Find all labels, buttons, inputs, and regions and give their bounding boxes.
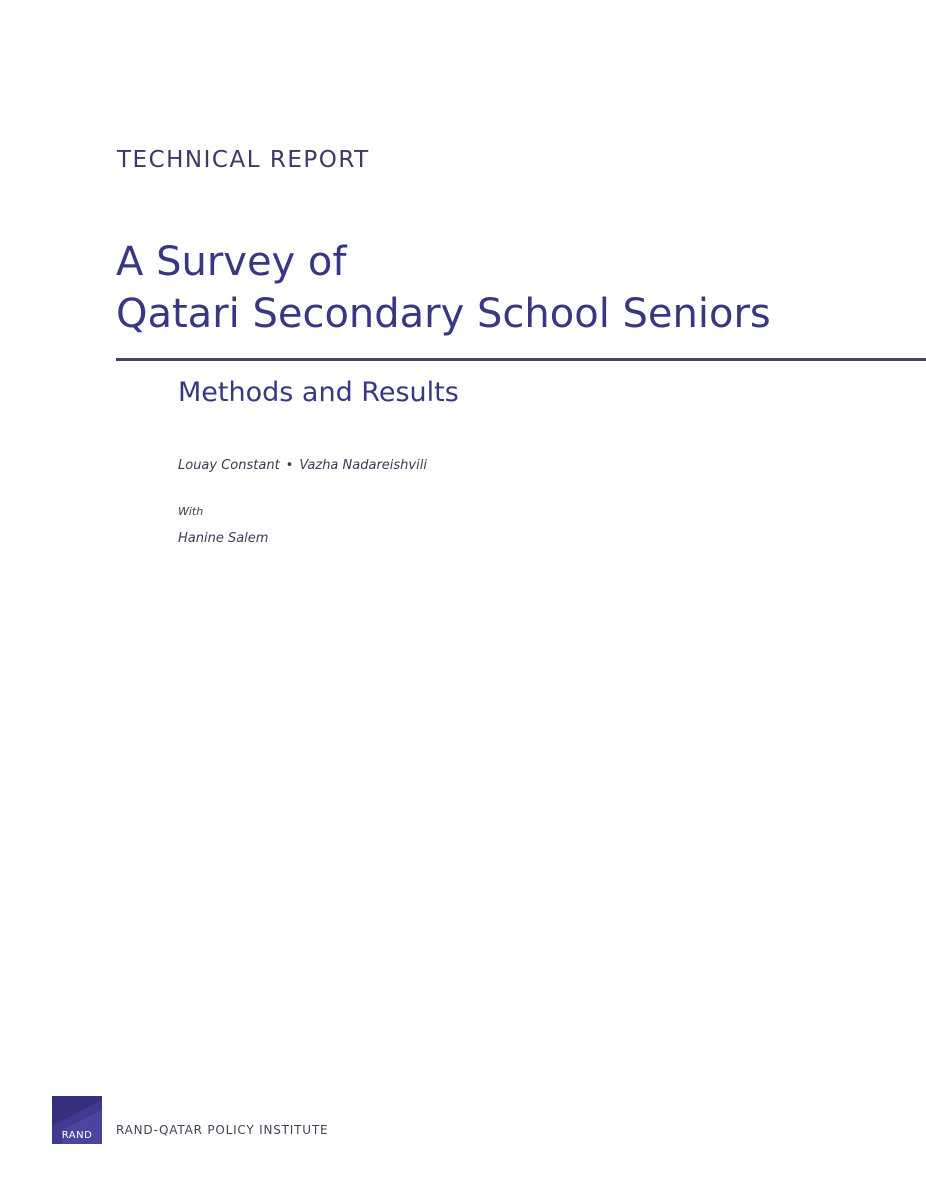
author-2: Vazha Nadareishvili <box>299 458 427 473</box>
title-divider <box>116 358 926 361</box>
title-line-2: Qatari Secondary School Seniors <box>116 291 771 337</box>
authors-line <box>178 458 427 473</box>
publisher-name: RAND-QATAR POLICY INSTITUTE <box>116 1123 329 1137</box>
report-title <box>116 236 771 340</box>
rand-logo <box>52 1096 102 1144</box>
logo-text: RAND <box>61 1130 93 1141</box>
series-label: TECHNICAL REPORT <box>117 147 370 173</box>
with-label: With <box>178 505 204 518</box>
coauthor: Hanine Salem <box>178 531 269 546</box>
author-separator: • <box>285 458 294 473</box>
title-line-1: A Survey of <box>116 239 347 285</box>
report-subtitle: Methods and Results <box>178 377 459 408</box>
author-1: Louay Constant <box>178 458 280 473</box>
